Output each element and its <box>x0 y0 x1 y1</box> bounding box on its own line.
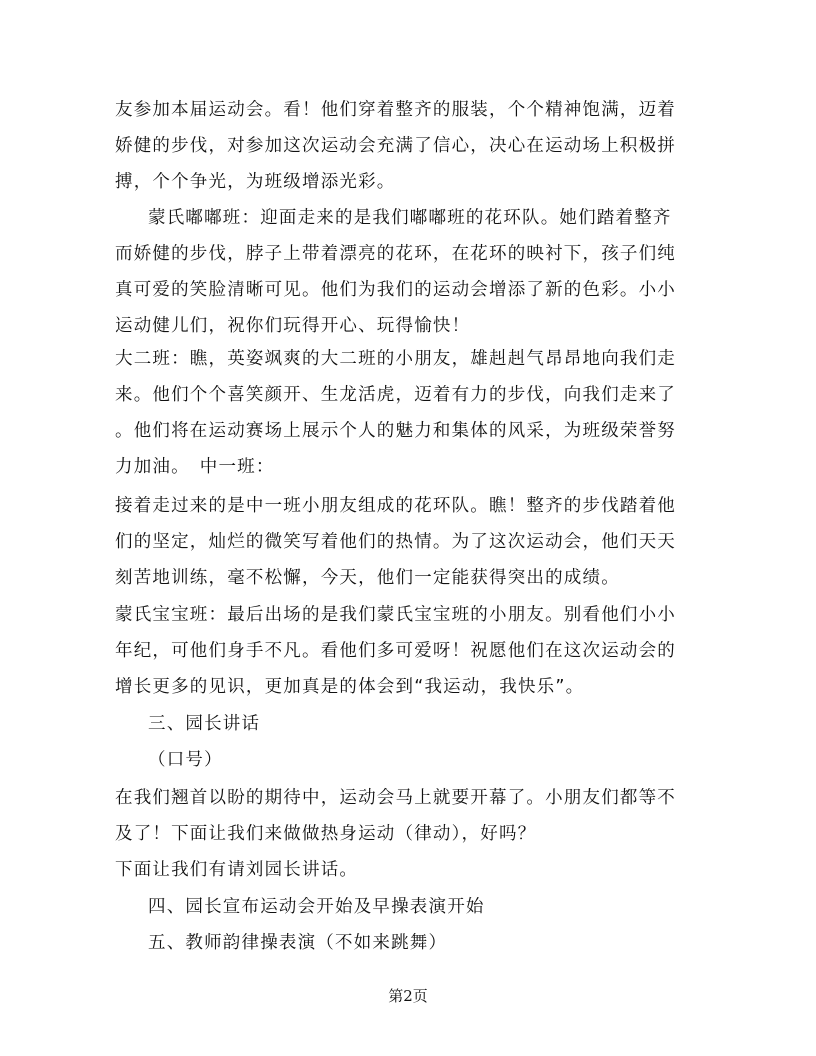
paragraph-line: 娇健的步伐，对参加这次运动会充满了信心，决心在运动场上积极拼 <box>115 136 676 156</box>
section-heading: 五、教师韵律操表演（不如来跳舞） <box>148 933 448 953</box>
paragraph-line: 蒙氏嘟嘟班：迎面走来的是我们嘟嘟班的花环队。她们踏着整齐 <box>148 208 672 228</box>
paragraph-line: 大二班：瞧，英姿飒爽的大二班的小朋友，雄赳赳气昂昂地向我们走 <box>115 349 676 369</box>
paragraph-line: 及了！下面让我们来做做热身运动（律动），好吗？ <box>115 824 537 844</box>
paragraph-line: 力加油。 中一班： <box>115 457 275 477</box>
section-heading: 四、园长宣布运动会开始及早操表演开始 <box>148 897 485 917</box>
paragraph-line: 真可爱的笑脸清晰可见。他们为我们的运动会增添了新的色彩。小小 <box>115 280 676 300</box>
paragraph-line: 在我们翘首以盼的期待中，运动会马上就要开幕了。小朋友们都等不 <box>115 788 676 808</box>
paragraph-line: 。他们将在运动赛场上展示个人的魅力和集体的风采，为班级荣誉努 <box>115 421 676 441</box>
paragraph-line: 搏，个个争光，为班级增添光彩。 <box>115 172 396 192</box>
paragraph-line: 接着走过来的是中一班小朋友组成的花环队。瞧！整齐的步伐踏着他 <box>115 496 676 516</box>
paragraph-line: 年纪，可他们身手不凡。看他们多可爱呀！祝愿他们在这次运动会的 <box>115 641 676 661</box>
paragraph-line: 来。他们个个喜笑颜开、生龙活虎，迈着有力的步伐，向我们走来了 <box>115 385 676 405</box>
paragraph-line: 增长更多的见识，更加真是的体会到“我运动，我快乐”。 <box>115 677 585 697</box>
paragraph-line: 友参加本届运动会。看！他们穿着整齐的服装，个个精神饱满，迈着 <box>115 100 676 120</box>
paragraph-line: 刻苦地训练，毫不松懈，今天，他们一定能获得突出的成绩。 <box>115 568 620 588</box>
page-number: 第2页 <box>388 987 428 1005</box>
paragraph-line: 运动健儿们，祝你们玩得开心、玩得愉快！ <box>115 316 471 336</box>
paragraph-line: 而娇健的步伐，脖子上带着漂亮的花环，在花环的映衬下，孩子们纯 <box>115 244 676 264</box>
paragraph-line: 蒙氏宝宝班：最后出场的是我们蒙氏宝宝班的小朋友。别看他们小小 <box>115 605 676 625</box>
paragraph-line: 下面让我们有请刘园长讲话。 <box>115 860 359 880</box>
paragraph-line: 们的坚定，灿烂的微笑写着他们的热情。为了这次运动会，他们天天 <box>115 532 676 552</box>
section-heading: 三、园长讲话 <box>148 714 261 734</box>
slogan-label: （口号） <box>148 750 223 770</box>
